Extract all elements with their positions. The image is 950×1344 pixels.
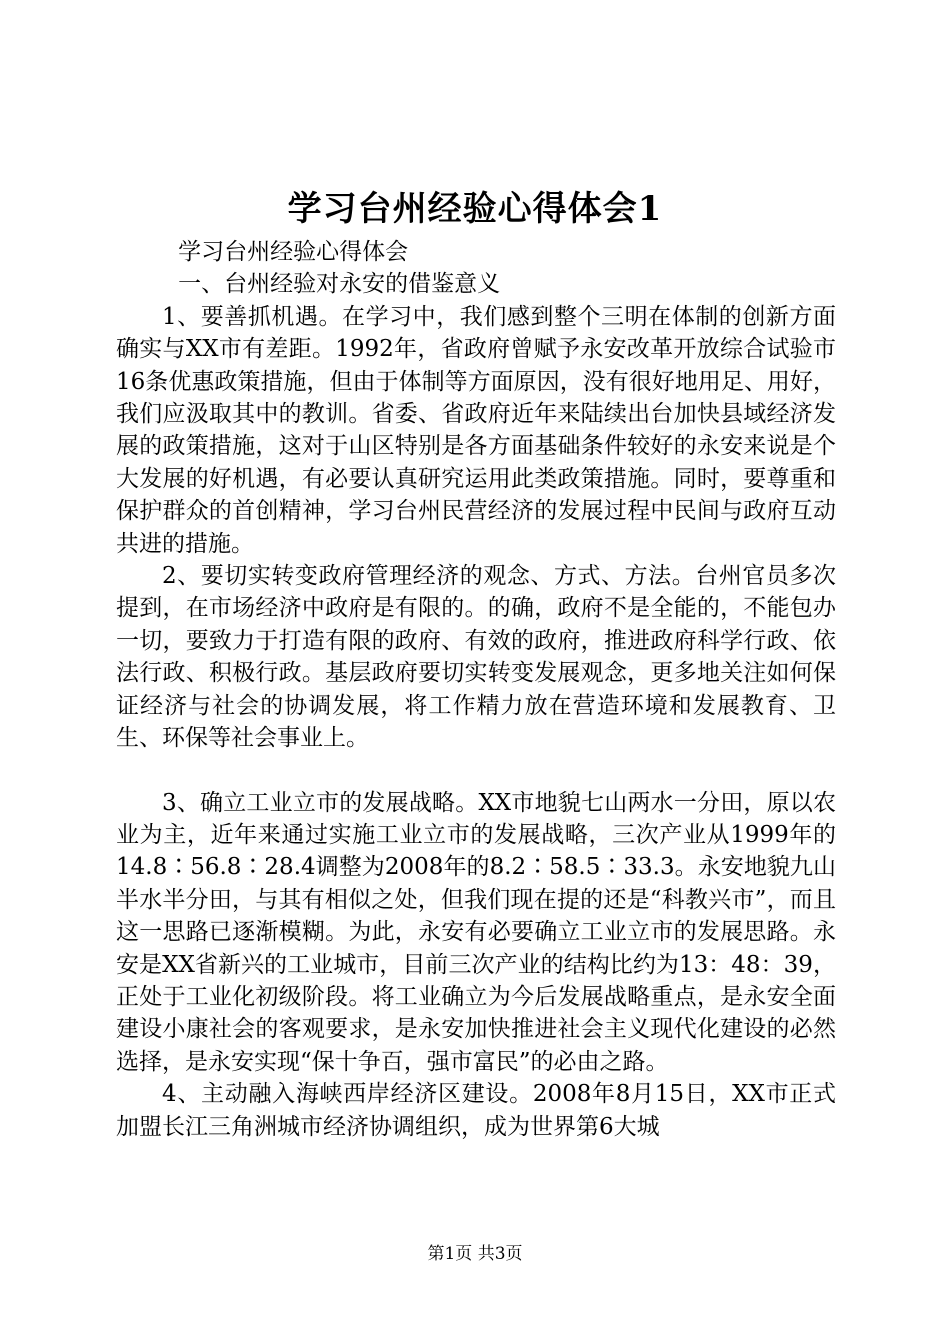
- paragraph-4: 4、主动融入海峡西岸经济区建设。2008年8月15日，XX市正式加盟长江三角洲城市经济协调组织，成为世界第6大城: [116, 1081, 836, 1140]
- document-body: [116, 236, 836, 1143]
- document-subtitle: 学习台州经验心得体会: [178, 239, 409, 265]
- paragraph-2: 2、要切实转变政府管理经济的观念、方式、方法。台州官员多次提到，在市场经济中政府是有限的。的确，政府不是全能的，不能包办一切，要致力于打造有限的政府、有效的政府，推进政府科学行政、依法行政、积极行政。基层政府要切实转变发展观念，更多地关注如何保证经济与社会的协调发展，将工作精力放在营造环境和发展教育、卫生、环保等社会事业上。: [116, 563, 836, 752]
- document-title: 学习台州经验心得体会1: [287, 189, 663, 229]
- section-heading: 一、台州经验对永安的借鉴意义: [178, 271, 501, 298]
- paragraph-1: 1、要善抓机遇。在学习中，我们感到整个三明在体制的创新方面确实与XX市有差距。1992年，省政府曾赋予永安改革开放综合试验市16条优惠政策措施，但由于体制等方面原因，没有很好地用足、用好，我们应汲取其中的教训。省委、省政府近年来陆续出台加快县域经济发展的政策措施，这对于山区特别是各方面基础条件较好的永安来说是个大发展的好机遇，有必要认真研究运用此类政策措施。同时，要尊重和保护群众的首创精神，学习台州民营经济的发展过程中民间与政府互动共进的措施。: [116, 303, 836, 557]
- page-number: 第1页 共3页: [427, 1244, 523, 1264]
- paragraph-3: 3、确立工业立市的发展战略。XX市地貌七山两水一分田，原以农业为主，近年来通过实施工业立市的发展战略，三次产业从1999年的14.8∶56.8∶28.4调整为2008年的8.2∶58.5∶33.3。永安地貌九山半水半分田，与其有相似之处，但我们现在提的还是“科教兴市”，而且这一思路已逐渐模糊。为此，永安有必要确立工业立市的发展思路。永安是XX省新兴的工业城市，目前三次产业的结构比约为13：48：39，正处于工业化初级阶段。将工业确立为今后发展战略重点，是永安全面建设小康社会的客观要求，是永安加快推进社会主义现代化建设的必然选择，是永安实现“保十争百，强市富民”的必由之路。: [116, 789, 836, 1075]
- paragraph-spacer: [116, 755, 836, 787]
